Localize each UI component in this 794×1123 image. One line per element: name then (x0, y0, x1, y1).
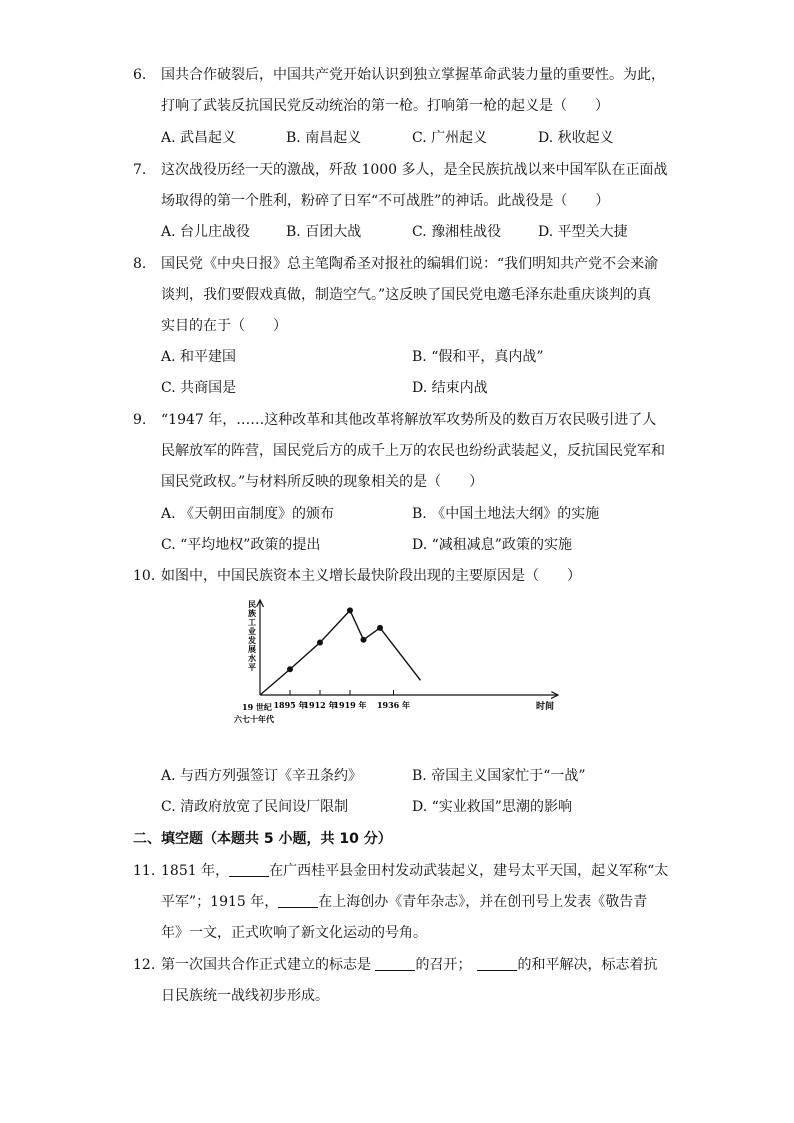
question-text-line: 年》一文，正式吹响了新文化运动的号角。 (161, 925, 427, 941)
question-number: 8. (133, 256, 147, 272)
x-axis-label: 时间 (536, 702, 555, 712)
x-tick-label: 1936 年 (376, 700, 411, 710)
answer-blank[interactable] (278, 893, 318, 908)
option-d[interactable]: D. 结束内战 (412, 380, 488, 396)
x-tick-label: 1919 年 (333, 700, 367, 710)
section-heading: 二、填空题（本题共 5 小题，共 10 分） (133, 831, 392, 847)
text-segment: 在上海创办《青年杂志》，并在创刊号上发表《敬告青 (318, 894, 648, 910)
question-text-line: 如图中，中国民族资本主义增长最快阶段出现的主要原因是（ ） (161, 568, 581, 584)
option-c[interactable]: C. “平均地权”政策的提出 (161, 537, 321, 553)
question-number: 12. (133, 957, 156, 973)
option-c[interactable]: C. 共商国是 (161, 380, 237, 396)
question-text-line: 实目的在于（ ） (161, 318, 287, 334)
series-line (260, 610, 421, 695)
question-text-line: 日民族统一战线初步形成。 (161, 988, 329, 1004)
data-point (317, 640, 323, 646)
data-point (377, 625, 383, 631)
option-c[interactable]: C. 广州起义 (412, 130, 488, 146)
option-b[interactable]: B. “假和平，真内战” (412, 349, 544, 365)
question-text-line: 场取得的第一个胜利，粉碎了日军“不可战胜”的神话。此战役是（ ） (161, 193, 610, 209)
industry-development-chart (230, 595, 570, 730)
question-text-line (161, 955, 657, 975)
question-number: 10. (133, 568, 156, 584)
question-text-line: 打响了武装反抗国民党反动统治的第一枪。打响第一枪的起义是（ ） (161, 98, 609, 114)
option-d[interactable]: D. “实业救国”思潮的影响 (412, 799, 572, 815)
question-text-line: 国民党政权。”与材料所反映的现象相关的是（ ） (161, 474, 484, 490)
question-text-line: 谈判，我们要假戏真做，制造空气。”这反映了国民党电邀毛泽东赴重庆谈判的真 (161, 287, 652, 303)
option-b[interactable]: B. 百团大战 (286, 224, 362, 240)
text-segment: 平军”；1915 年， (161, 894, 279, 910)
text-segment: 1851 年， (161, 863, 230, 879)
question-number: 6. (133, 67, 147, 83)
question-text-line: 国共合作破裂后，中国共产党开始认识到独立掌握革命武装力量的重要性。为此， (161, 67, 665, 83)
option-a[interactable]: A. 和平建国 (161, 349, 237, 365)
question-text-line: 这次战役历经一天的激战，歼敌 1000 多人，是全民族抗战以来中国军队在正面战 (161, 162, 668, 178)
question-text-line (161, 892, 647, 912)
question-number: 11. (133, 863, 156, 879)
question-text-line: 国民党《中央日报》总主笔陶希圣对报社的编辑们说：“我们明知共产党不会来渝 (161, 256, 659, 272)
option-d[interactable]: D. “减租减息”政策的实施 (412, 537, 572, 553)
answer-blank[interactable] (229, 862, 269, 877)
question-number: 7. (133, 162, 147, 178)
option-d[interactable]: D. 秋收起义 (538, 130, 614, 146)
origin-label-1: 19 世纪 (242, 702, 272, 712)
question-text-line (161, 861, 668, 881)
answer-blank[interactable] (375, 956, 415, 971)
y-axis-label-text: 民族工业发展水平 (248, 599, 256, 672)
x-tick-label: 1895 年 (273, 700, 307, 710)
question-text-line: 民解放军的阵营，国民党后方的成千上万的农民也纷纷武装起义，反抗国民党军和 (161, 443, 665, 459)
data-point (347, 607, 353, 613)
option-b[interactable]: B. 南昌起义 (286, 130, 362, 146)
option-c[interactable]: C. 清政府放宽了民间设厂限制 (161, 799, 349, 815)
question-number: 9. (133, 412, 147, 428)
x-tick-label: 1912 年 (303, 700, 337, 710)
origin-label-2: 六七十年代 (234, 714, 274, 724)
text-segment: 第一次国共合作正式建立的标志是 (161, 957, 376, 973)
option-b[interactable]: B. 帝国主义国家忙于“一战” (412, 768, 586, 784)
y-axis-label (247, 599, 256, 672)
text-segment: 的和平解决，标志着抗 (517, 957, 658, 973)
option-a[interactable]: A. 武昌起义 (161, 130, 237, 146)
option-b[interactable]: B. 《中国土地法大纲》的实施 (412, 506, 600, 522)
option-a[interactable]: A. 与西方列强签订《辛丑条约》 (161, 768, 363, 784)
data-point (361, 637, 367, 643)
option-a[interactable]: A. 《天朝田亩制度》的颁布 (161, 506, 335, 522)
option-c[interactable]: C. 豫湘桂战役 (412, 224, 502, 240)
option-a[interactable]: A. 台儿庄战役 (161, 224, 251, 240)
answer-blank[interactable] (477, 956, 517, 971)
data-point (287, 666, 293, 672)
question-text-line: “1947 年，……这种改革和其他改革将解放军攻势所及的数百万农民吸引进了人 (161, 412, 657, 428)
option-d[interactable]: D. 平型关大捷 (538, 224, 628, 240)
text-segment: 的召开； (415, 957, 472, 973)
text-segment: 在广西桂平县金田村发动武装起义，建号太平天国，起义军称“太 (269, 863, 669, 879)
